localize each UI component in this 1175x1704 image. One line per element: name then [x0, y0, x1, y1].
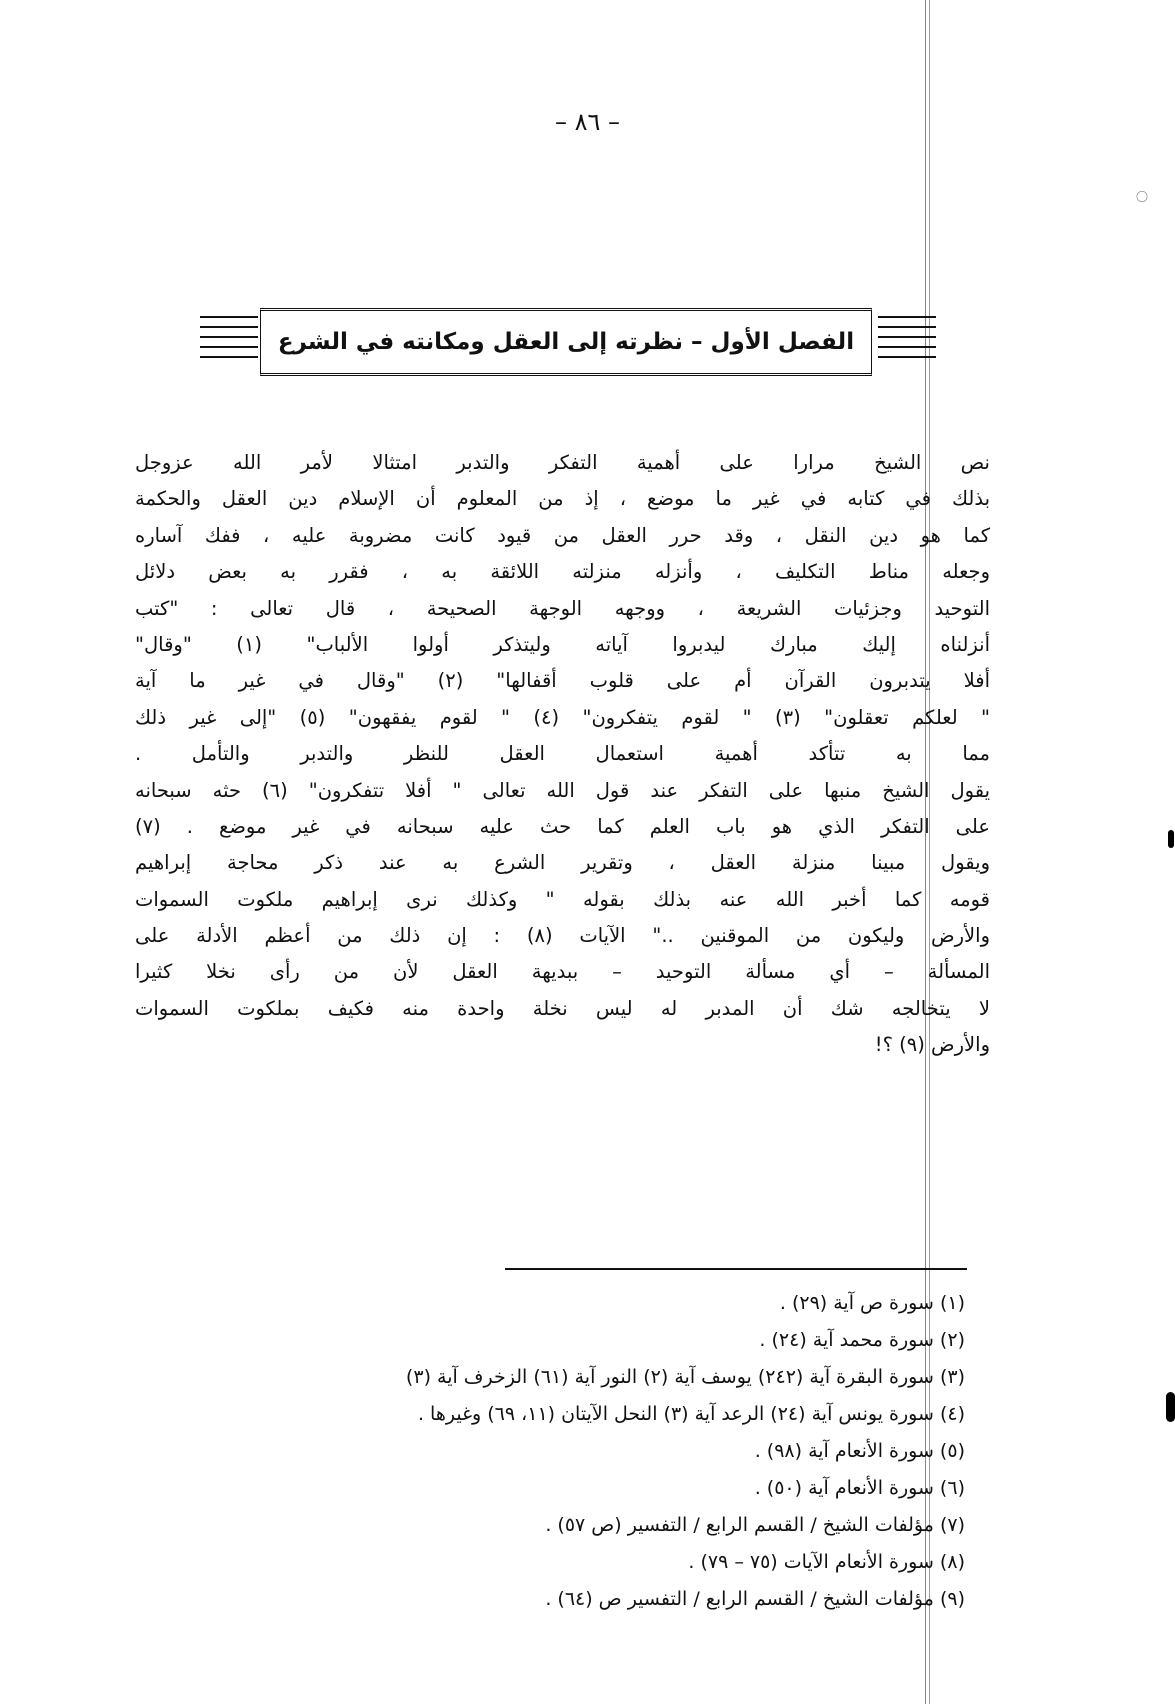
body-line: مما به تتأكد أهمية استعمال العقل للنظر والتدبر والتأمل .	[135, 742, 990, 766]
body-line: والأرض وليكون من الموقنين .." الآيات (٨) : إن ذلك من أعظم الأدلة على	[135, 924, 990, 948]
heading-decoration-right	[878, 316, 936, 366]
body-line: قومه كما أخبر الله عنه بذلك بقوله " وكذلك نرى إبراهيم ملكوت السموات	[135, 887, 990, 911]
body-line: لا يتخالجه شك أن المدبر له ليس نخلة واحدة منه فكيف بملكوت السموات	[135, 996, 990, 1020]
footnote: (٣) سورة البقرة آية (٢٤٢) يوسف آية (٢) النور آية (٦١) الزخرف آية (٣)	[405, 1366, 965, 1388]
body-line-last: والأرض (٩) ؟!	[874, 1033, 990, 1057]
footnotes	[200, 1285, 965, 1618]
chapter-heading-box	[260, 308, 872, 376]
chapter-heading	[200, 296, 940, 386]
body-line: على التفكر الذي هو باب العلم كما حث عليه سبحانه في غير موضع . (٧)	[135, 814, 990, 838]
scan-blob-lower	[1166, 1392, 1175, 1422]
scan-blob-upper	[1168, 830, 1174, 848]
body-line: المسألة – أي مسألة التوحيد – ببديهة العقل لأن من رأى نخلا كثيرا	[135, 960, 990, 984]
footnote: (١) سورة ص آية (٢٩) .	[779, 1292, 965, 1314]
body-line: كما هو دين النقل ، وقد حرر العقل من قيود كانت مضروبة عليه ، ففك آساره	[135, 523, 990, 547]
footnote: (٦) سورة الأنعام آية (٥٠) .	[754, 1477, 965, 1499]
body-line: نص الشيخ مرارا على أهمية التفكر والتدبر امتثالا لأمر الله عزوجل	[135, 451, 990, 474]
body-line: التوحيد وجزئيات الشريعة ، ووجهه الوجهة الصحيحة ، قال تعالى : "كتب	[135, 596, 990, 620]
heading-decoration-left	[200, 316, 258, 366]
footnote: (٤) سورة يونس آية (٢٤) الرعد آية (٣) النحل الآيتان (١١، ٦٩) وغيرها .	[417, 1403, 965, 1425]
body-text	[135, 445, 990, 1064]
footnote-separator	[505, 1268, 967, 1270]
footnote: (٩) مؤلفات الشيخ / القسم الرابع / التفسير ص (٦٤) .	[545, 1588, 965, 1610]
body-line: وجعله مناط التكليف ، وأنزله منزلته اللائقة به ، فقرر به بعض دلائل	[135, 560, 990, 584]
body-line: بذلك في كتابه في غير ما موضع ، إذ من المعلوم أن الإسلام دين العقل والحكمة	[135, 487, 990, 511]
body-line: " لعلكم تعقلون" (٣) " لقوم يتفكرون" (٤) " لقوم يفقهون" (٥) "إلى غير ذلك	[135, 705, 990, 729]
body-line: ويقول مبينا منزلة العقل ، وتقرير الشرع به عند ذكر محاجة إبراهيم	[135, 851, 990, 875]
footnote: (٢) سورة محمد آية (٢٤) .	[759, 1329, 965, 1351]
footnote: (٨) سورة الأنعام الآيات (٧٥ – ٧٩) .	[688, 1551, 965, 1573]
body-line: أفلا يتدبرون القرآن أم على قلوب أقفالها" (٢) "وقال في غير ما آية	[135, 669, 990, 693]
margin-mark: 〇	[1136, 190, 1149, 204]
body-line: أنزلناه إليك مبارك ليدبروا آياته وليتذكر أولوا الألباب" (١) "وقال"	[135, 632, 990, 656]
body-line: يقول الشيخ منبها على التفكر عند قول الله تعالى " أفلا تتفكرون" (٦) حثه سبحانه	[135, 778, 990, 802]
footnote: (٧) مؤلفات الشيخ / القسم الرابع / التفسير (ص ٥٧) .	[545, 1514, 965, 1536]
chapter-title: الفصل الأول – نظرته إلى العقل ومكانته في الشرع	[277, 329, 855, 355]
page-number: – ٨٦ –	[554, 108, 621, 136]
footnote: (٥) سورة الأنعام آية (٩٨) .	[754, 1440, 965, 1462]
